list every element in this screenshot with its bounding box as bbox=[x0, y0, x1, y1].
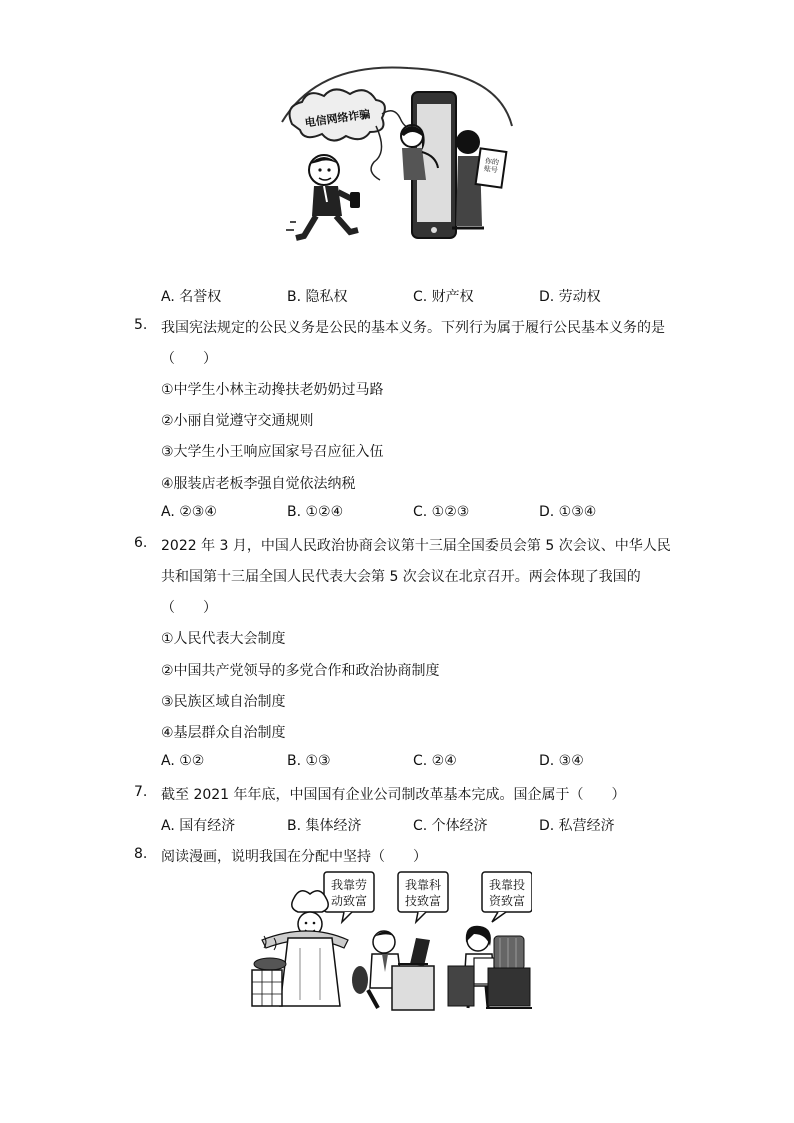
q6-option-b: B. ①③ bbox=[287, 753, 331, 769]
q6-option-d: D. ③④ bbox=[539, 753, 584, 769]
investor-figure bbox=[448, 926, 532, 1008]
fraud-comic-illustration bbox=[278, 62, 516, 250]
q5-item-1: ①中学生小林主动搀扶老奶奶过马路 bbox=[161, 382, 384, 398]
q6-stem-line3: （ ） bbox=[161, 600, 217, 616]
q5-option-c: C. ①②③ bbox=[413, 504, 470, 520]
q5-number: 5. bbox=[134, 317, 148, 333]
q6-stem-line2: 共和国第十三届全国人民代表大会第 5 次会议在北京召开。两会体现了我国的 bbox=[161, 569, 641, 585]
running-man bbox=[286, 155, 360, 238]
q5-option-a: A. ②③④ bbox=[161, 504, 217, 520]
q7-option-a: A. 国有经济 bbox=[161, 818, 236, 834]
q8-stem: 阅读漫画，说明我国在分配中坚持（ ） bbox=[161, 849, 427, 865]
q5-item-2: ②小丽自觉遵守交通规则 bbox=[161, 413, 314, 429]
q6-options bbox=[161, 753, 681, 775]
q6-item-4: ④基层群众自治制度 bbox=[161, 725, 286, 741]
q7-number: 7. bbox=[134, 784, 148, 800]
bubble-tech-line1: 我靠科 bbox=[404, 878, 442, 892]
q6-item-3: ③民族区域自治制度 bbox=[161, 694, 286, 710]
q4-option-d: D. 劳动权 bbox=[539, 289, 601, 305]
fraud-bubble-text: 电信网络诈骗 bbox=[303, 107, 372, 130]
q7-option-c: C. 个体经济 bbox=[413, 818, 488, 834]
bubble-invest-line2: 资致富 bbox=[488, 894, 526, 908]
tech-worker-figure bbox=[352, 931, 434, 1010]
q5-stem-line2: （ ） bbox=[161, 351, 217, 367]
q7-options bbox=[161, 815, 681, 837]
q5-option-d: D. ①③④ bbox=[539, 504, 597, 520]
q5-option-b: B. ①②④ bbox=[287, 504, 344, 520]
bubble-tech-line2: 技致富 bbox=[404, 894, 442, 908]
q6-number: 6. bbox=[134, 535, 148, 551]
q6-item-2: ②中国共产党领导的多党合作和政治协商制度 bbox=[161, 663, 440, 679]
q6-option-c: C. ②④ bbox=[413, 753, 457, 769]
q6-stem-line1: 2022 年 3 月，中国人民政治协商会议第十三届全国委员会第 5 次会议、中华人民 bbox=[161, 538, 671, 554]
q5-item-4: ④服装店老板李强自觉依法纳税 bbox=[161, 476, 356, 492]
q4-option-b: B. 隐私权 bbox=[287, 289, 348, 305]
q4-option-c: C. 财产权 bbox=[413, 289, 474, 305]
bubble-labor-line1: 我靠劳 bbox=[330, 878, 368, 892]
q7-option-d: D. 私营经济 bbox=[539, 818, 615, 834]
q7-stem: 截至 2021 年年底，中国国有企业公司制改革基本完成。国企属于（ ） bbox=[161, 787, 626, 803]
bubble-tech bbox=[398, 872, 448, 922]
bubble-labor-line2: 动致富 bbox=[330, 894, 368, 908]
bubble-invest-line1: 我靠投 bbox=[488, 878, 526, 892]
bubble-invest bbox=[482, 872, 532, 922]
q4-option-a: A. 名誉权 bbox=[161, 289, 222, 305]
q5-stem-line1: 我国宪法规定的公民义务是公民的基本义务。下列行为属于履行公民基本义务的是 bbox=[161, 320, 665, 336]
q4-options bbox=[161, 286, 681, 308]
q7-option-b: B. 集体经济 bbox=[287, 818, 362, 834]
income-comic-illustration bbox=[248, 868, 532, 1016]
q8-number: 8. bbox=[134, 846, 148, 862]
q5-options bbox=[161, 504, 681, 526]
book-text: 你的账号 bbox=[483, 157, 500, 175]
q6-item-1: ①人民代表大会制度 bbox=[161, 631, 286, 647]
q5-item-3: ③大学生小王响应国家号召应征入伍 bbox=[161, 444, 384, 460]
bubble-labor bbox=[324, 872, 374, 922]
q6-option-a: A. ①② bbox=[161, 753, 205, 769]
man-behind-phone bbox=[452, 130, 506, 228]
